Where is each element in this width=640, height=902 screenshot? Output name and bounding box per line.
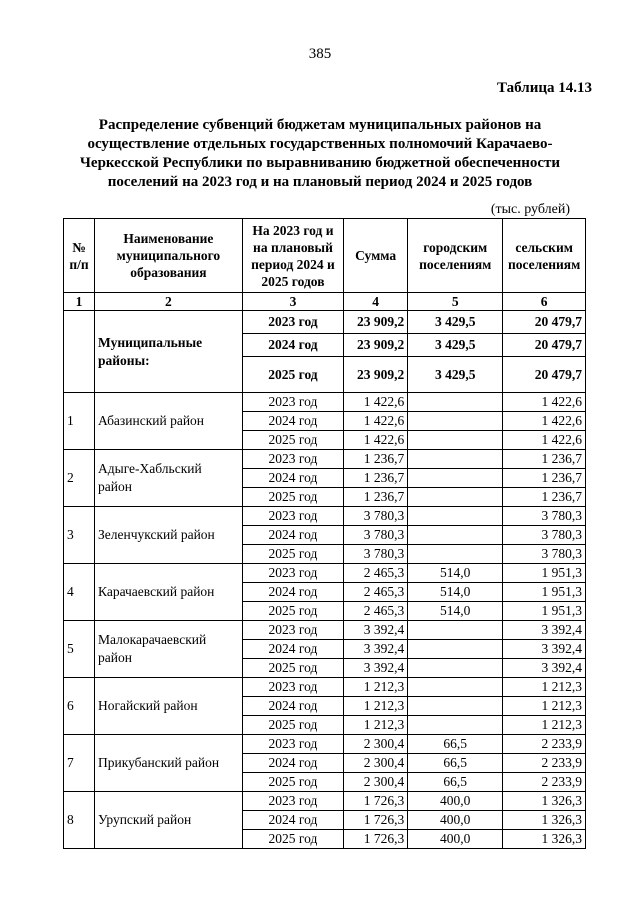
- row-number: [64, 311, 95, 393]
- urban-cell: 66,5: [408, 735, 503, 754]
- urban-cell: 400,0: [408, 830, 503, 849]
- row-number: 8: [64, 792, 95, 849]
- rural-cell: 1 951,3: [503, 564, 586, 583]
- urban-cell: 514,0: [408, 583, 503, 602]
- year-cell: 2024 год: [242, 811, 343, 830]
- sum-cell: 1 236,7: [344, 469, 408, 488]
- sum-cell: 2 300,4: [344, 754, 408, 773]
- sum-cell: 2 300,4: [344, 735, 408, 754]
- rural-cell: 1 212,3: [503, 678, 586, 697]
- sum-cell: 1 236,7: [344, 488, 408, 507]
- sum-cell: 1 212,3: [344, 716, 408, 735]
- sum-cell: 3 780,3: [344, 545, 408, 564]
- row-number: 4: [64, 564, 95, 621]
- urban-cell: 514,0: [408, 602, 503, 621]
- rural-cell: 1 326,3: [503, 830, 586, 849]
- units-label: (тыс. рублей): [490, 202, 570, 217]
- rural-cell: 1 326,3: [503, 811, 586, 830]
- year-cell: 2024 год: [242, 640, 343, 659]
- rural-cell: 1 212,3: [503, 697, 586, 716]
- table-row: [64, 450, 586, 469]
- rural-cell: 1 212,3: [503, 716, 586, 735]
- sum-cell: 1 422,6: [344, 412, 408, 431]
- header-rural: сельским поселениям: [503, 219, 586, 293]
- year-cell: 2023 год: [242, 393, 343, 412]
- header-sum: Сумма: [344, 219, 408, 293]
- subvention-table: [63, 218, 586, 849]
- rural-cell: 1 951,3: [503, 583, 586, 602]
- year-cell: 2023 год: [242, 507, 343, 526]
- rural-cell: 1 236,7: [503, 469, 586, 488]
- district-name: Карачаевский район: [95, 564, 243, 621]
- sum-cell: 1 236,7: [344, 450, 408, 469]
- table-row: [64, 621, 586, 640]
- row-number: 1: [64, 393, 95, 450]
- rural-cell: 1 326,3: [503, 792, 586, 811]
- district-name: Прикубанский район: [95, 735, 243, 792]
- district-name: Малокарачаевский район: [95, 621, 243, 678]
- urban-cell: [408, 488, 503, 507]
- column-number: 1: [64, 293, 95, 311]
- sum-cell: 3 392,4: [344, 621, 408, 640]
- urban-cell: [408, 659, 503, 678]
- page-number: 385: [308, 46, 332, 62]
- sum-cell: 1 212,3: [344, 697, 408, 716]
- year-cell: 2024 год: [242, 754, 343, 773]
- year-cell: 2024 год: [242, 526, 343, 545]
- year-cell: 2024 год: [242, 697, 343, 716]
- district-name: Адыге-Хабльский район: [95, 450, 243, 507]
- sum-cell: 3 780,3: [344, 507, 408, 526]
- rural-cell: 2 233,9: [503, 773, 586, 792]
- row-number: 7: [64, 735, 95, 792]
- rural-cell: 3 392,4: [503, 640, 586, 659]
- year-cell: 2025 год: [242, 431, 343, 450]
- row-number: 3: [64, 507, 95, 564]
- sum-cell: 23 909,2: [344, 334, 408, 357]
- year-cell: 2023 год: [242, 311, 343, 334]
- sum-cell: 3 780,3: [344, 526, 408, 545]
- sum-cell: 23 909,2: [344, 311, 408, 334]
- year-cell: 2023 год: [242, 450, 343, 469]
- row-number: 5: [64, 621, 95, 678]
- sum-cell: 2 300,4: [344, 773, 408, 792]
- rural-cell: 3 780,3: [503, 507, 586, 526]
- sum-cell: 1 212,3: [344, 678, 408, 697]
- year-cell: 2025 год: [242, 659, 343, 678]
- document-title: Распределение субвенций бюджетам муниципальных районов на осуществление отдельных государственных полномочий Карачаево-Черкесской Республики по выравниванию бюджетной обеспеченности поселений на 2023 год и на плановый период 2024 и 2025 годов: [79, 117, 561, 190]
- sum-cell: 1 726,3: [344, 792, 408, 811]
- row-number: 2: [64, 450, 95, 507]
- rural-cell: 3 780,3: [503, 545, 586, 564]
- row-number: 6: [64, 678, 95, 735]
- rural-cell: 20 479,7: [503, 357, 586, 393]
- urban-cell: [408, 678, 503, 697]
- year-cell: 2024 год: [242, 334, 343, 357]
- sum-cell: 3 392,4: [344, 659, 408, 678]
- urban-cell: 514,0: [408, 564, 503, 583]
- urban-cell: [408, 450, 503, 469]
- year-cell: 2024 год: [242, 412, 343, 431]
- urban-cell: [408, 469, 503, 488]
- column-number: 4: [344, 293, 408, 311]
- rural-cell: 3 392,4: [503, 659, 586, 678]
- rural-cell: 1 422,6: [503, 393, 586, 412]
- sum-cell: 2 465,3: [344, 564, 408, 583]
- sum-cell: 1 422,6: [344, 393, 408, 412]
- sum-cell: 2 465,3: [344, 602, 408, 621]
- urban-cell: [408, 412, 503, 431]
- rural-cell: 2 233,9: [503, 754, 586, 773]
- urban-cell: [408, 431, 503, 450]
- year-cell: 2023 год: [242, 564, 343, 583]
- year-cell: 2023 год: [242, 621, 343, 640]
- year-cell: 2025 год: [242, 830, 343, 849]
- table-row: [64, 507, 586, 526]
- rural-cell: 1 236,7: [503, 488, 586, 507]
- urban-cell: 66,5: [408, 754, 503, 773]
- year-cell: 2024 год: [242, 583, 343, 602]
- header-row: [64, 219, 586, 293]
- total-name: Муниципальные районы:: [95, 311, 243, 393]
- table-row: [64, 678, 586, 697]
- urban-cell: [408, 507, 503, 526]
- rural-cell: 20 479,7: [503, 334, 586, 357]
- urban-cell: 400,0: [408, 811, 503, 830]
- district-name: Зеленчукский район: [95, 507, 243, 564]
- header-number: № п/п: [64, 219, 95, 293]
- table-row: [64, 792, 586, 811]
- rural-cell: 1 236,7: [503, 450, 586, 469]
- year-cell: 2023 год: [242, 678, 343, 697]
- year-cell: 2025 год: [242, 602, 343, 621]
- urban-cell: 66,5: [408, 773, 503, 792]
- column-number: 2: [95, 293, 243, 311]
- year-cell: 2025 год: [242, 716, 343, 735]
- urban-cell: 3 429,5: [408, 334, 503, 357]
- table-row: [64, 735, 586, 754]
- urban-cell: [408, 716, 503, 735]
- table-number: Таблица 14.13: [497, 80, 592, 96]
- rural-cell: 3 392,4: [503, 621, 586, 640]
- urban-cell: 400,0: [408, 792, 503, 811]
- sum-cell: 1 726,3: [344, 830, 408, 849]
- header-municipality: Наименование муниципального образования: [95, 219, 243, 293]
- urban-cell: [408, 697, 503, 716]
- urban-cell: [408, 526, 503, 545]
- rural-cell: 1 951,3: [503, 602, 586, 621]
- year-cell: 2025 год: [242, 545, 343, 564]
- year-cell: 2023 год: [242, 735, 343, 754]
- year-cell: 2025 год: [242, 357, 343, 393]
- sum-cell: 1 422,6: [344, 431, 408, 450]
- sum-cell: 1 726,3: [344, 811, 408, 830]
- sum-cell: 23 909,2: [344, 357, 408, 393]
- rural-cell: 1 422,6: [503, 431, 586, 450]
- sum-cell: 3 392,4: [344, 640, 408, 659]
- table-row: [64, 311, 586, 334]
- urban-cell: [408, 393, 503, 412]
- year-cell: 2025 год: [242, 488, 343, 507]
- urban-cell: [408, 545, 503, 564]
- urban-cell: 3 429,5: [408, 311, 503, 334]
- column-number: 5: [408, 293, 503, 311]
- column-number-row: [64, 293, 586, 311]
- sum-cell: 2 465,3: [344, 583, 408, 602]
- year-cell: 2025 год: [242, 773, 343, 792]
- district-name: Абазинский район: [95, 393, 243, 450]
- district-name: Урупский район: [95, 792, 243, 849]
- rural-cell: 2 233,9: [503, 735, 586, 754]
- rural-cell: 3 780,3: [503, 526, 586, 545]
- urban-cell: [408, 640, 503, 659]
- rural-cell: 20 479,7: [503, 311, 586, 334]
- header-urban: городским поселениям: [408, 219, 503, 293]
- urban-cell: 3 429,5: [408, 357, 503, 393]
- table-row: [64, 393, 586, 412]
- district-name: Ногайский район: [95, 678, 243, 735]
- column-number: 3: [242, 293, 343, 311]
- table-row: [64, 564, 586, 583]
- year-cell: 2024 год: [242, 469, 343, 488]
- column-number: 6: [503, 293, 586, 311]
- header-period: На 2023 год и на плановый период 2024 и 2025 годов: [242, 219, 343, 293]
- year-cell: 2023 год: [242, 792, 343, 811]
- urban-cell: [408, 621, 503, 640]
- rural-cell: 1 422,6: [503, 412, 586, 431]
